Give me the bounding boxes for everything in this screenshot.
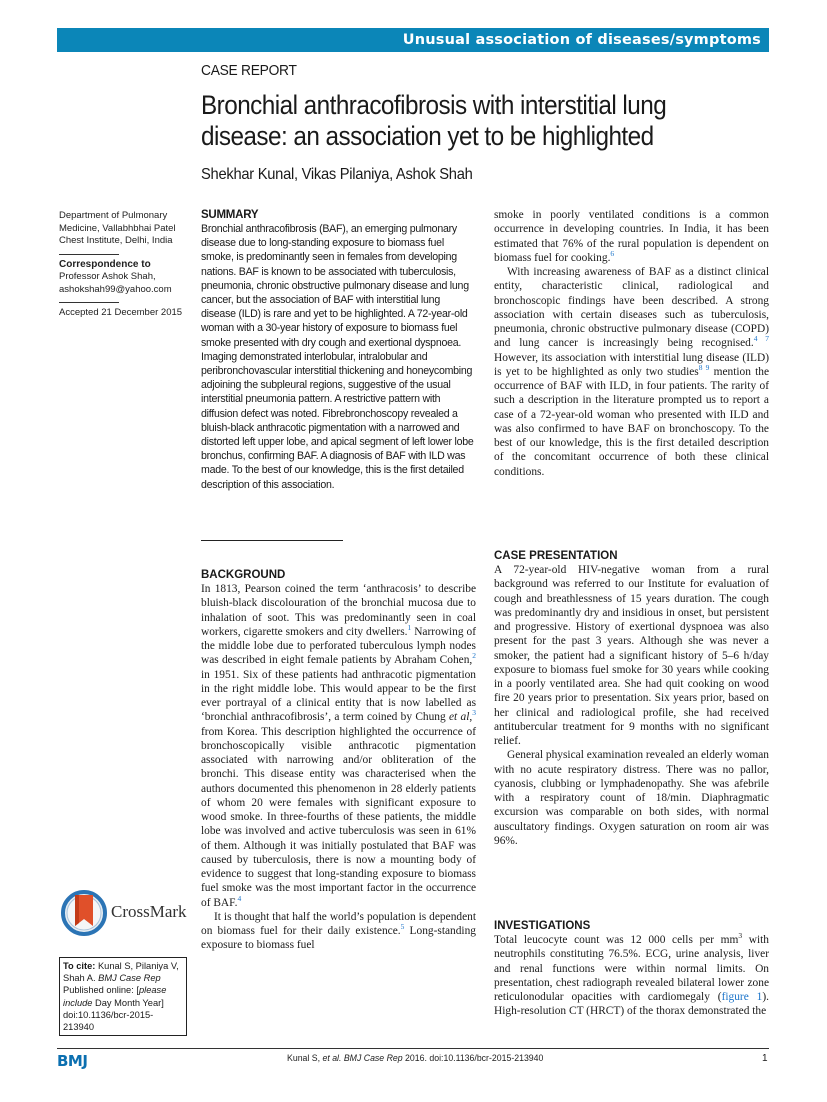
footer-citation: Kunal S, et al. BMJ Case Rep 2016. doi:10.1136/bcr-2015-213940 [287, 1053, 544, 1064]
crossmark-badge[interactable] [61, 890, 201, 940]
reference-link[interactable]: 6 [610, 248, 615, 258]
reference-link[interactable]: 5 [400, 922, 405, 932]
correspondence-label: Correspondence to [59, 258, 151, 270]
case-paragraph: General physical examination revealed an elderly woman with no acute respiratory distress. There was no pallor, cyanosis, clubbing or lymphadenopathy. She was afebrile with a respiratory count of 18/min. Diaphragmatic excursion was comparable on both sides, with normal auscultatory findings. Oxygen saturation on room air was 96%. [494, 749, 769, 847]
case-paragraph: A 72-year-old HIV-negative woman from a rural background was referred to our Institute for evaluation of cough and breathlessness of 15 years duration. The cough was predominantly dry and insidious in onset, but persistent and progressive. History of exertional dyspnoea was also present for the past 3 years. Although she was never a smoker, the patient had a significant history of 5–6 h/day exposure to biomass fuel smoke for 30 years while cooking in a poorly ventilated area. She had quit cooking on wood fire 20 years prior to presentation. Six years prior, based on her clinical and radiological profile, she had received antitubercular treatment for 9 months with no significant relief. [494, 564, 769, 747]
crossmark-label: CrossMark [111, 902, 187, 921]
investigations-paragraph: Total leucocyte count was 12 000 cells per $mm^3$ with neutrophils constituting 76.5%. ECG, urine analysis, liver and renal functions were within normal limits. On presentation, chest radiograph revealed bilateral lower zone reticulonodular opacities with cardiomegaly (figure 1). High-resolution CT (HRCT) of the thorax demonstrated the [494, 931, 769, 1018]
crossmark-icon [61, 890, 107, 936]
background-paragraph: With increasing awareness of BAF as a distinct clinical entity, characteristic clinical, radiological and bronchoscopic findings have been described. A strong association with certain diseases such as tuberculosis, pneumonia, chronic obstructive pulmonary disease (COPD) and lung cancer is increasingly being recognised.$^{4 7}$ However, its association with interstitial lung disease (ILD) is yet to be highlighted as only two studies$^{8 9}$ mention the occurrence of BAF with ILD, in four patients. The rarity of such a description in the literature prompted us to report a case of a 72-year-old woman who presented with ILD and was also confirmed to have BAF on bronchoscopy. To the best of our knowledge, this is the first detailed description of the concomitant occurrence of both these clinical conditions. [494, 266, 770, 478]
investigations-heading: INVESTIGATIONS [494, 920, 591, 932]
summary-heading: SUMMARY [201, 209, 259, 221]
case-presentation-section [494, 549, 769, 848]
case-presentation-heading: CASE PRESENTATION [494, 550, 618, 562]
reference-link[interactable]: 3 [472, 708, 476, 718]
figure-link[interactable]: figure 1 [721, 991, 763, 1003]
reference-link[interactable]: 2 [472, 651, 476, 661]
background-continued [494, 208, 769, 479]
citation-box: To cite: Kunal S, Pilaniya V, Shah A. BMJ Case Rep Published online: [please include Day Month Year] doi:10.1136/bcr-2015-213940 [59, 957, 187, 1036]
affiliation: Department of Pulmonary Medicine, Vallabhbhai Patel Chest Institute, Delhi, India [59, 210, 176, 246]
section-banner: Unusual association of diseases/symptoms [57, 28, 769, 52]
bmj-logo: BMJ [57, 1052, 88, 1070]
footer-divider [57, 1048, 769, 1049]
background-paragraph: In 1813, Pearson coined the term ‘anthracosis’ to describe bluish-black discolouration of the bronchial mucosa due to inhalation of soot. This was predominantly seen in coal workers, cigarette smokers and city dwellers.$^1$ Narrowing of the middle lobe due to perforated tuberculous lymph nodes was described in eight female patients by Abraham Cohen,$^2$ in 1951. Six of these patients had anthracotic pigmentation in the right middle lobe. This would appear to be the first ever portrayal of a clinical entity that is now labelled as ‘bronchial anthracofibrosis’, a term coined by Chung et al,$^3$ from Korea. This description highlighted the occurrence of bronchoscopically visible anthracotic pigmentation associated with narrowing and/or obliteration of the bronchi. This disease entity was characterised when the authors documented this phenomenon in 28 elderly patients of whom 20 were females with significant exposure to wood smoke. In three-fourths of these patients, the middle lobe was involved and active tuberculosis was seen in 61% of them. Although it was initially postulated that BAF was caused by tuberculosis, there is now a mounting body of evidence to suggest that long-standing exposure to biomass fuel smoke was the most important factor in the occurrence of BAF.$^4$ [201, 583, 476, 909]
background-section [201, 568, 476, 953]
background-paragraph: smoke in poorly ventilated conditions is a common occurrence in developing countries. In India, it has been estimated that 76% of the rural population is dependent on biomass fuel for cooking.$^6$ [494, 209, 769, 264]
reference-link[interactable]: 4 [237, 893, 242, 903]
summary-divider [201, 540, 343, 541]
accepted-date: Accepted 21 December 2015 [59, 307, 183, 318]
divider [59, 302, 119, 303]
article-authors: Shekhar Kunal, Vikas Pilaniya, Ashok Shah [201, 166, 473, 183]
correspondence-email[interactable]: ashokshah99@yahoo.com [59, 283, 172, 295]
article-type: CASE REPORT [201, 62, 297, 79]
article-title: Bronchial anthracofibrosis with interstitial lung disease: an association yet to be highlighted [201, 90, 667, 151]
reference-link[interactable]: 8 9 [698, 362, 710, 372]
reference-link[interactable]: 1 [407, 622, 412, 632]
sidebar-info [59, 210, 189, 320]
summary-section [201, 208, 476, 492]
summary-text: Bronchial anthracofibrosis (BAF), an emerging pulmonary disease due to long-standing exposure to biomass fuel smoke, is predominantly seen in females from developing nations. BAF is known to be associated with tuberculosis, pneumonia, chronic obstructive pulmonary disease and lung cancer, but the association of BAF with interstitial lung disease (ILD) is rare and yet to be highlighted. A 72-year-old woman with a 30-year history of exposure to biomass fuel smoke presented with dry cough and exertional dyspnoea. Imaging demonstrated interlobular, intralobular and peribronchovascular interstitial thickening and honeycombing adjoining the subpleural regions, suggestive of the usual interstitial pneumonia pattern. A restrictive pattern with diffusion defect was noted. Fibrebronchoscopy revealed a bluish-black anthracotic pigmentation with a narrowed and distorted left upper lobe, and apical segment of left lower lobe bronchus, confirming BAF. A diagnosis of BAF with ILD was made. To the best of our knowledge, this is the first detailed description of this association. [201, 223, 474, 491]
reference-link[interactable]: 4 7 [753, 334, 770, 344]
divider [59, 254, 119, 255]
background-paragraph: It is thought that half the world’s population is dependent on biomass fuel for their daily existence.$^5$ Long-standing exposure to biomass fuel [201, 910, 476, 952]
page-number: 1 [762, 1053, 768, 1064]
correspondence-name: Professor Ashok Shah, [59, 271, 156, 282]
background-heading: BACKGROUND [201, 569, 286, 581]
investigations-section [494, 919, 769, 1019]
